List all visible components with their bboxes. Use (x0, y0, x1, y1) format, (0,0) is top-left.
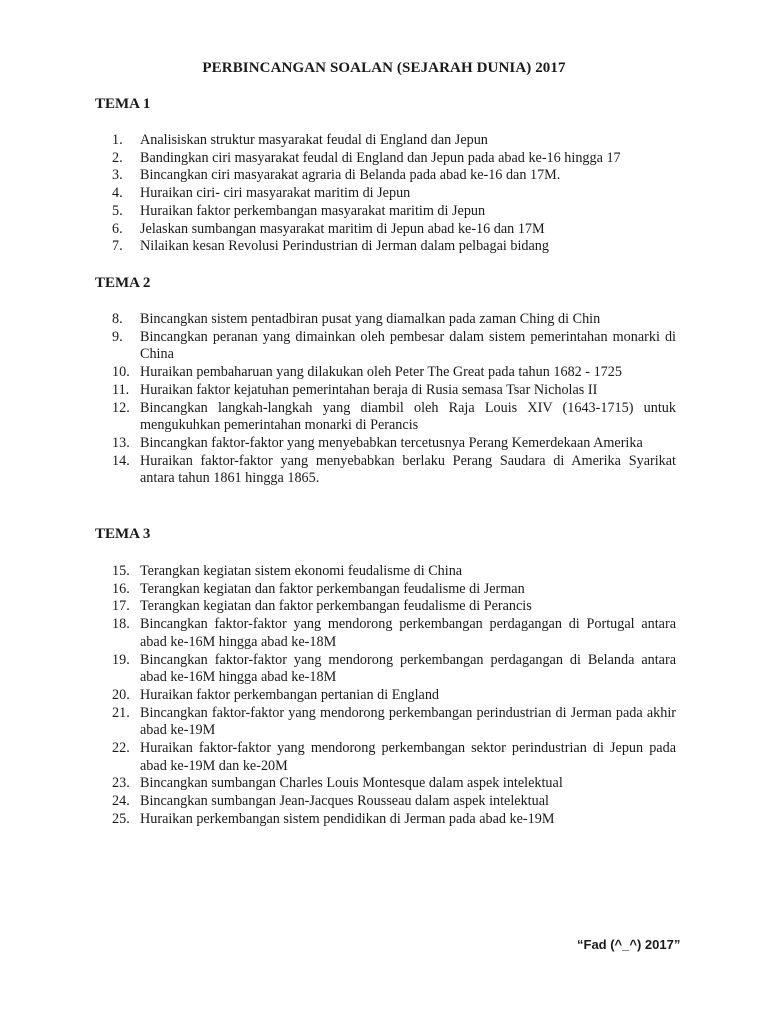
item-text: Bincangkan faktor-faktor yang menyebabkan tercetusnya Perang Kemerdekaan Amerika (140, 434, 643, 451)
item-number: 3. (112, 167, 123, 184)
list-item (0, 793, 676, 811)
item-text: Bandingkan ciri masyarakat feudal di England dan Jepun pada abad ke-16 hingga 17 (140, 149, 621, 166)
item-number: 4. (112, 185, 123, 202)
item-text: Bincangkan langkah-langkah yang diambil oleh Raja Louis XIV (1643-1715) untuk mengukuhkan pemerintahan monarki di Perancis (140, 399, 676, 434)
item-number: 9. (112, 328, 123, 345)
item-number: 25. (112, 810, 130, 827)
item-number: 13. (112, 434, 130, 451)
item-number: 2. (112, 149, 123, 166)
document-title: PERBINCANGAN SOALAN (SEJARAH DUNIA) 2017 (202, 60, 566, 76)
item-text: Huraikan perkembangan sistem pendidikan di Jerman pada abad ke-19M (140, 810, 555, 827)
item-text: Bincangkan sistem pentadbiran pusat yang diamalkan pada zaman Ching di Chin (140, 311, 601, 327)
item-number: 19. (112, 651, 130, 668)
item-number: 21. (112, 704, 130, 721)
list-item (0, 185, 676, 203)
item-text: Terangkan kegiatan sistem ekonomi feudalisme di China (140, 563, 463, 579)
item-number: 6. (112, 220, 123, 237)
list-item (0, 364, 676, 382)
item-number: 17. (112, 598, 130, 615)
list-item (0, 238, 676, 256)
item-text: Bincangkan faktor-faktor yang mendorong perkembangan perindustrian di Jerman pada akhir abad ke-19M (140, 704, 676, 739)
item-number: 18. (112, 616, 130, 633)
list-item (0, 167, 676, 185)
question-list-tema-1 (0, 132, 768, 256)
item-number: 11. (112, 381, 130, 398)
item-number: 14. (112, 452, 130, 469)
item-text: Jelaskan sumbangan masyarakat maritim di Jepun abad ke-16 dan 17M (140, 220, 545, 237)
item-text: Huraikan faktor perkembangan masyarakat maritim di Jepun (140, 202, 486, 219)
item-number: 7. (112, 238, 123, 255)
list-item (0, 453, 676, 488)
list-item (0, 329, 676, 364)
list-item (0, 811, 676, 829)
item-number: 1. (112, 132, 123, 148)
item-text: Bincangkan faktor-faktor yang mendorong perkembangan perdagangan di Portugal antara abad ke-16M hingga abad ke-18M (140, 616, 676, 650)
item-number: 24. (112, 793, 130, 810)
item-number: 23. (112, 775, 130, 792)
list-item (0, 705, 676, 740)
list-item (0, 652, 676, 687)
item-number: 15. (112, 563, 130, 579)
list-item (0, 775, 676, 793)
list-item (0, 687, 676, 705)
list-item (0, 203, 676, 221)
item-text: Huraikan ciri- ciri masyarakat maritim di Jepun (140, 185, 411, 202)
question-list-tema-3 (0, 563, 768, 829)
item-text: Bincangkan faktor-faktor yang mendorong perkembangan perdagangan di Belanda antara abad ke-16M hingga abad ke-18M (140, 651, 676, 686)
list-item (0, 740, 676, 775)
section-heading-tema-2: TEMA 2 (95, 275, 151, 291)
item-text: Huraikan faktor-faktor yang mendorong perkembangan sektor perindustrian di Jepun pada abad ke-19M dan ke-20M (140, 740, 676, 774)
list-item (0, 382, 676, 400)
list-item (0, 311, 676, 329)
list-item (0, 150, 676, 168)
list-item (0, 435, 676, 453)
list-item (0, 598, 676, 616)
list-item (0, 563, 676, 581)
list-item (0, 581, 676, 599)
item-text: Huraikan faktor kejatuhan pemerintahan beraja di Rusia semasa Tsar Nicholas II (140, 381, 598, 398)
item-number: 20. (112, 686, 130, 703)
item-text: Bincangkan sumbangan Charles Louis Montesque dalam aspek intelektual (140, 775, 563, 792)
item-text: Bincangkan sumbangan Jean-Jacques Rousseau dalam aspek intelektual (140, 793, 549, 810)
item-text: Terangkan kegiatan dan faktor perkembangan feudalisme di Perancis (140, 598, 532, 615)
item-text: Analisiskan struktur masyarakat feudal di England dan Jepun (140, 132, 488, 148)
section-heading-tema-3: TEMA 3 (95, 526, 151, 542)
item-number: 12. (112, 399, 130, 416)
list-item (0, 400, 676, 435)
item-text: Terangkan kegiatan dan faktor perkembangan feudalisme di Jerman (140, 580, 525, 597)
item-text: Huraikan pembaharuan yang dilakukan oleh Peter The Great pada tahun 1682 - 1725 (140, 364, 622, 381)
item-text: Bincangkan peranan yang dimainkan oleh pembesar dalam sistem pemerintahan monarki di China (140, 328, 676, 363)
question-list-tema-2 (0, 311, 768, 488)
item-text: Nilaikan kesan Revolusi Perindustrian di Jerman dalam pelbagai bidang (140, 238, 549, 255)
item-text: Huraikan faktor-faktor yang menyebabkan berlaku Perang Saudara di Amerika Syarikat antara tahun 1861 hingga 1865. (140, 452, 676, 487)
item-number: 8. (112, 311, 123, 327)
item-number: 16. (112, 580, 130, 597)
list-item (0, 616, 676, 651)
list-item (0, 132, 676, 150)
list-item (0, 221, 676, 239)
item-number: 5. (112, 202, 123, 219)
item-number: 10. (112, 364, 130, 381)
item-number: 22. (112, 740, 130, 757)
footer-signature: “Fad (^_^) 2017” (577, 937, 681, 952)
item-text: Huraikan faktor perkembangan pertanian di England (140, 686, 440, 703)
section-heading-tema-1: TEMA 1 (95, 96, 151, 112)
item-text: Bincangkan ciri masyarakat agraria di Belanda pada abad ke-16 dan 17M. (140, 167, 561, 184)
